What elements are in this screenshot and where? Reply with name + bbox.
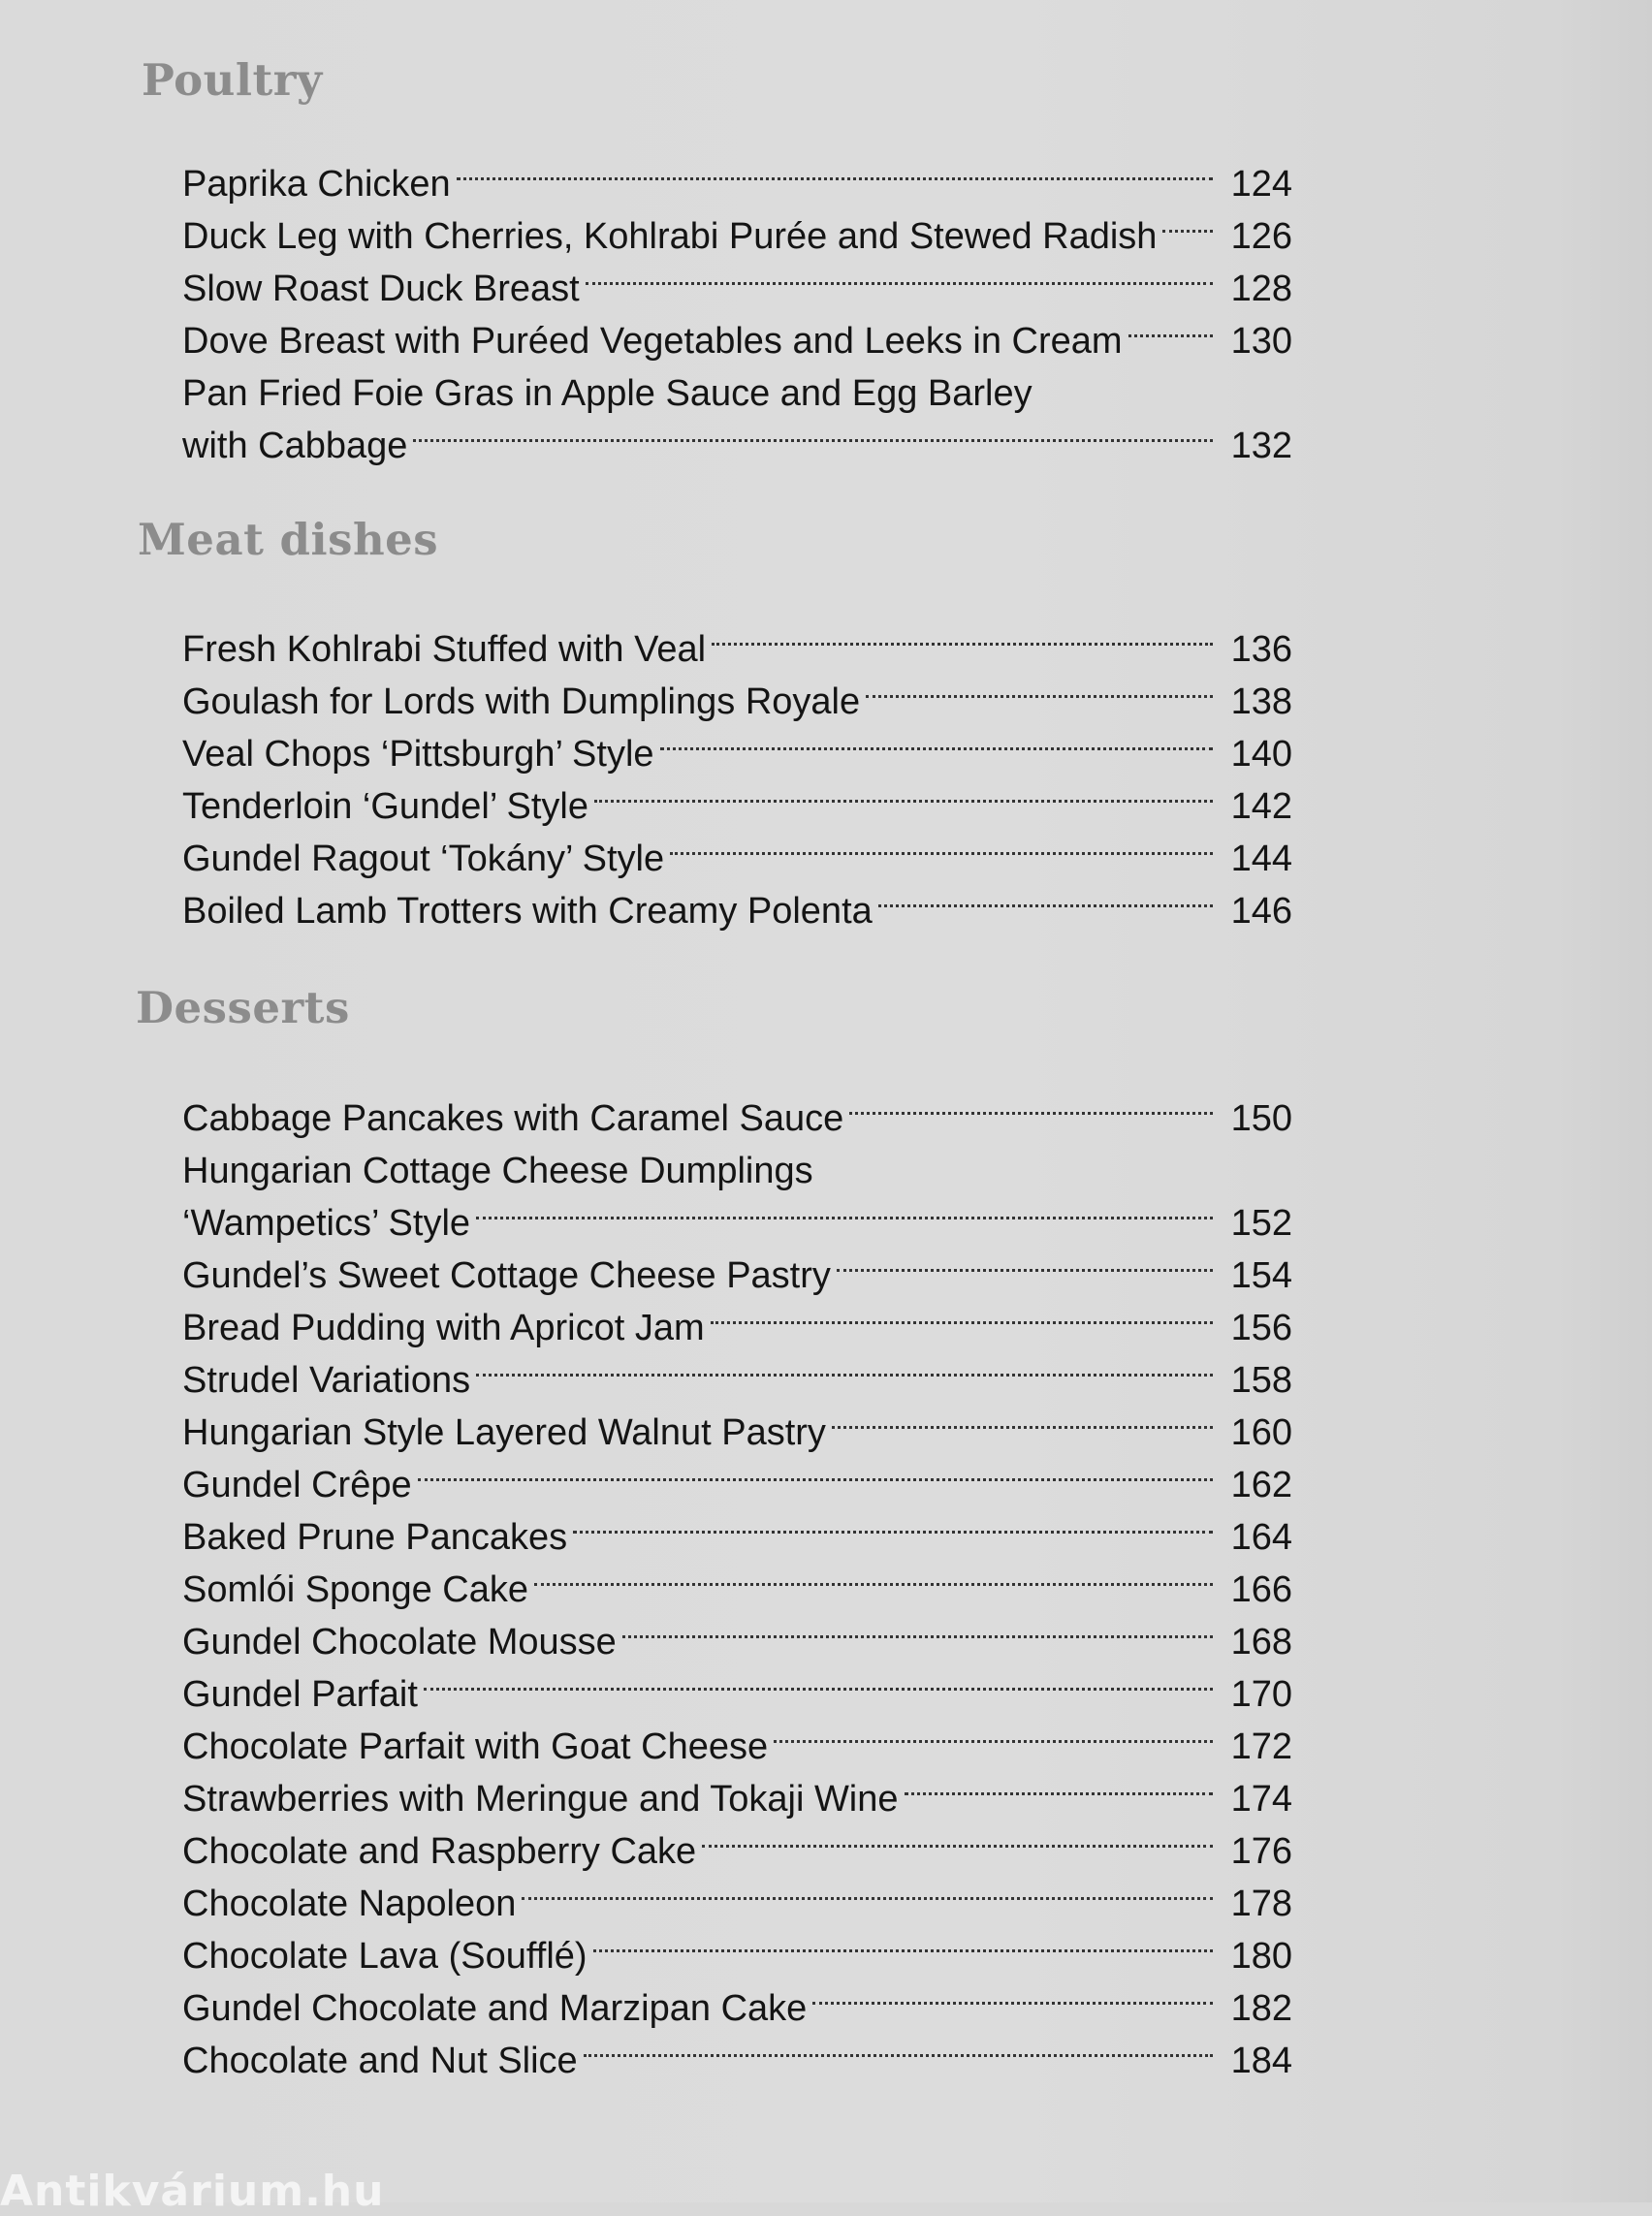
page-number: 164 [1230,1517,1292,1558]
dot-leader [457,177,1213,180]
desserts-list [182,1092,1292,2087]
page-number: 156 [1230,1308,1292,1348]
toc-entry [182,1250,1292,1302]
dot-leader [878,904,1213,907]
entry-title: Duck Leg with Cherries, Kohlrabi Purée and Stewed Radish [182,216,1158,257]
dot-leader [905,1792,1213,1795]
entry-title: Gundel Chocolate and Marzipan Cake [182,1988,808,2029]
page-number: 150 [1230,1098,1292,1139]
dot-leader [418,1478,1213,1481]
dot-leader [534,1583,1213,1586]
page-number: 160 [1230,1412,1292,1453]
dot-leader [660,747,1213,750]
entry-title: Chocolate Parfait with Goat Cheese [182,1726,769,1767]
entry-title: Strawberries with Meringue and Tokaji Wine [182,1779,899,1820]
dot-leader [424,1688,1213,1691]
toc-entry [182,1092,1292,1145]
dot-leader [413,439,1213,442]
section-title-meat-dishes: Meat dishes [138,514,439,565]
page-number: 128 [1230,269,1292,309]
dot-leader [476,1217,1213,1219]
toc-entry [182,1721,1292,1773]
dot-leader [866,695,1213,698]
dot-leader [573,1531,1213,1534]
meat-dishes-list [182,623,1292,937]
entry-title: Tenderloin ‘Gundel’ Style [182,786,588,827]
dot-leader [522,1897,1213,1900]
toc-entry [182,833,1292,885]
dot-leader [593,1949,1213,1952]
toc-entry [182,2035,1292,2087]
entry-second-line [182,420,1292,472]
entry-title: Boiled Lamb Trotters with Creamy Polenta [182,891,873,932]
toc-entry [182,1878,1292,1930]
entry-title: Chocolate Napoleon [182,1884,517,1924]
toc-entry [182,1564,1292,1616]
page-number: 140 [1230,734,1292,775]
toc-entry [182,676,1292,728]
entry-title: Cabbage Pancakes with Caramel Sauce [182,1098,844,1139]
dot-leader [594,800,1213,803]
entry-title: Gundel’s Sweet Cottage Cheese Pastry [182,1255,831,1296]
toc-entry [182,1459,1292,1511]
entry-title-line2: ‘Wampetics’ Style [182,1203,471,1244]
page-number: 178 [1230,1884,1292,1924]
page-number: 174 [1230,1779,1292,1820]
entry-title: Somlói Sponge Cake [182,1569,528,1610]
dot-leader [712,643,1213,646]
entry-title: Veal Chops ‘Pittsburgh’ Style [182,734,654,775]
dot-leader [837,1269,1213,1272]
toc-entry [182,1668,1292,1721]
page-number: 154 [1230,1255,1292,1296]
entry-title: Paprika Chicken [182,164,451,205]
toc-entry [182,1825,1292,1878]
dot-leader [1162,230,1213,233]
toc-entry [182,263,1292,315]
entry-title: Dove Breast with Puréed Vegetables and Leeks in Cream [182,321,1123,362]
toc-entry [182,1354,1292,1407]
page-number: 184 [1230,2041,1292,2081]
toc-entry [182,1511,1292,1564]
page-number: 130 [1230,321,1292,362]
dot-leader [832,1426,1213,1429]
dot-leader [584,2054,1213,2057]
toc-entry [182,210,1292,263]
toc-entry [182,728,1292,780]
dot-leader [812,2002,1213,2005]
poultry-list [182,158,1292,472]
dot-leader [849,1112,1213,1115]
entry-title: Bread Pudding with Apricot Jam [182,1308,705,1348]
toc-entry [182,623,1292,676]
page-number: 166 [1230,1569,1292,1610]
entry-title: Chocolate and Nut Slice [182,2041,578,2081]
entry-title: Goulash for Lords with Dumplings Royale [182,681,861,722]
page-number: 158 [1230,1360,1292,1401]
watermark: Antikvárium.hu [0,2167,385,2216]
toc-entry [182,1407,1292,1459]
toc-entry [182,1773,1292,1825]
page-number: 182 [1230,1988,1292,2029]
page-number: 162 [1230,1465,1292,1505]
toc-entry [182,367,1292,472]
page-number: 152 [1230,1203,1292,1244]
page-number: 142 [1230,786,1292,827]
entry-title: Fresh Kohlrabi Stuffed with Veal [182,629,707,670]
toc-entry [182,158,1292,210]
page-number: 126 [1230,216,1292,257]
section-title-poultry: Poultry [142,54,323,106]
page-number: 172 [1230,1726,1292,1767]
entry-title: Strudel Variations [182,1360,471,1401]
toc-entry [182,1930,1292,1982]
dot-leader [1128,334,1213,337]
page-number: 124 [1230,164,1292,205]
page-number: 132 [1230,426,1292,466]
entry-title-line2: with Cabbage [182,426,408,466]
dot-leader [586,282,1213,285]
entry-title: Gundel Ragout ‘Tokány’ Style [182,839,665,879]
toc-entry [182,1145,1292,1250]
page-number: 176 [1230,1831,1292,1872]
entry-title-line1: Pan Fried Foie Gras in Apple Sauce and Egg Barley [182,373,1032,414]
page-number: 168 [1230,1622,1292,1662]
toc-entry [182,885,1292,937]
dot-leader [774,1740,1213,1743]
page-number: 138 [1230,681,1292,722]
entry-title: Gundel Chocolate Mousse [182,1622,617,1662]
toc-entry [182,780,1292,833]
toc-entry [182,1616,1292,1668]
toc-entry [182,1982,1292,2035]
dot-leader [622,1635,1213,1638]
entry-title: Baked Prune Pancakes [182,1517,568,1558]
entry-title: Gundel Parfait [182,1674,418,1715]
toc-entry [182,1302,1292,1354]
page-number: 146 [1230,891,1292,932]
dot-leader [702,1845,1213,1848]
page-number: 180 [1230,1936,1292,1977]
entry-title: Slow Roast Duck Breast [182,269,580,309]
toc-entry [182,315,1292,367]
page-number: 136 [1230,629,1292,670]
section-title-desserts: Desserts [136,982,350,1033]
entry-title: Gundel Crêpe [182,1465,412,1505]
entry-title-line1: Hungarian Cottage Cheese Dumplings [182,1151,813,1191]
dot-leader [711,1321,1213,1324]
entry-title: Chocolate and Raspberry Cake [182,1831,697,1872]
dot-leader [670,852,1213,855]
dot-leader [476,1374,1213,1377]
page-number: 144 [1230,839,1292,879]
page-number: 170 [1230,1674,1292,1715]
entry-second-line [182,1197,1292,1250]
entry-title: Chocolate Lava (Soufflé) [182,1936,588,1977]
entry-title: Hungarian Style Layered Walnut Pastry [182,1412,826,1453]
